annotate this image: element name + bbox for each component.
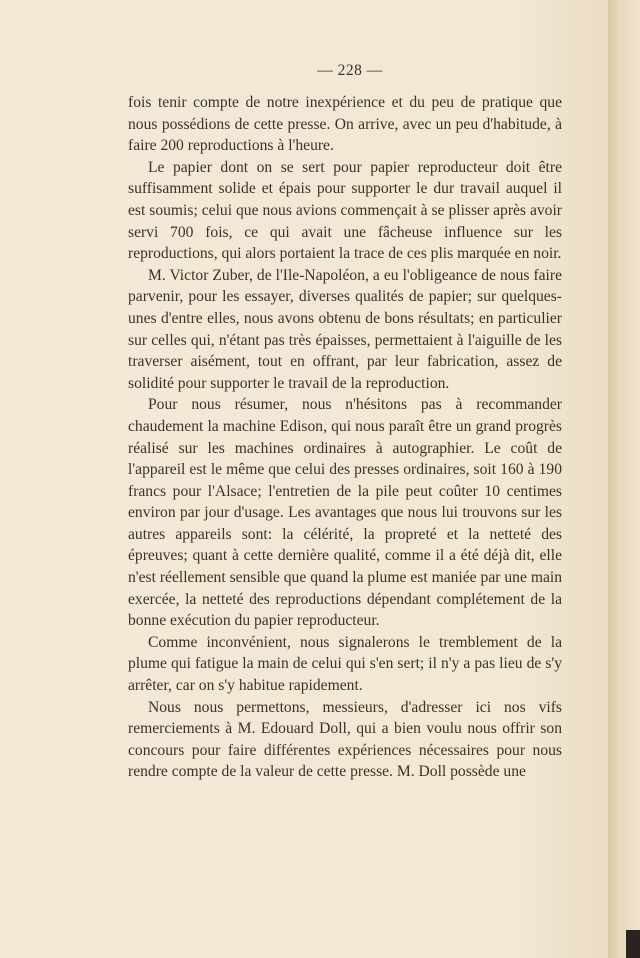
paragraph: Comme inconvénient, nous signalerons le tremblement de la plume qui fatigue la main de celui qui s'en sert; il n'y a pas lieu de s'y arrêter, car on s'y habitue rapidement. (128, 633, 562, 695)
paragraph: M. Victor Zuber, de l'Ile-Napoléon, a eu l'obligeance de nous faire parvenir, pour les essayer, diverses qualités de papier; sur quelques-unes d'entre elles, nous avons obtenu de bons résultats; en particulier sur celles qui, n'étant pas très épaisses, permettaient à l'aiguille de les traverser aisément, tout en offrant, par leur fabrication, assez de solidité pour supporter le travail de la reproduction. (128, 266, 562, 392)
page-gutter (608, 0, 640, 958)
paragraph: fois tenir compte de notre inexpérience et du peu de pratique que nous possédions de cette presse. On arrive, avec un peu d'habitude, à faire 200 reproductions à l'heure. (128, 94, 562, 155)
body-text (128, 92, 562, 783)
paragraph: Pour nous résumer, nous n'hésitons pas à recommander chaudement la machine Edison, qui nous paraît être un grand progrès réalisé sur les machines ordinaires à autographier. Le coût de l'appareil est le même que celui des presses ordinaires, soit 160 à 190 francs pour l'Alsace; l'entretien de la pile peut coûter 10 centimes environ par jour d'usage. Les avantages que nous lui trouvons sur les autres appareils sont: la célérité, la propreté et la netteté des épreuves; quant à cette dernière qualité, comme il a été déjà dit, elle n'est réellement sensible que quand la plume est maniée par une main exercée, la netteté des reproductions dépendant complétement de la bonne exécution du papier reproducteur. (128, 396, 562, 630)
paragraph: Le papier dont on se sert pour papier reproducteur doit être suffisamment solide et épais pour supporter le dur travail auquel il est soumis; celui que nous avions commençait à se plisser après avoir servi 700 fois, ce qui avait une fâcheuse influence sur les reproductions, qui alors portaient la trace de ces plis marquée en noir. (128, 158, 562, 263)
page-number: — 228 — (317, 62, 383, 79)
binding-edge (626, 930, 640, 958)
paragraph: Nous nous permettons, messieurs, d'adresser ici nos vifs remerciements à M. Edouard Doll, qui a bien voulu nous offrir son concours pour faire différentes expériences nécessaires pour nous rendre compte de la valeur de cette presse. M. Doll possède une (128, 698, 562, 781)
